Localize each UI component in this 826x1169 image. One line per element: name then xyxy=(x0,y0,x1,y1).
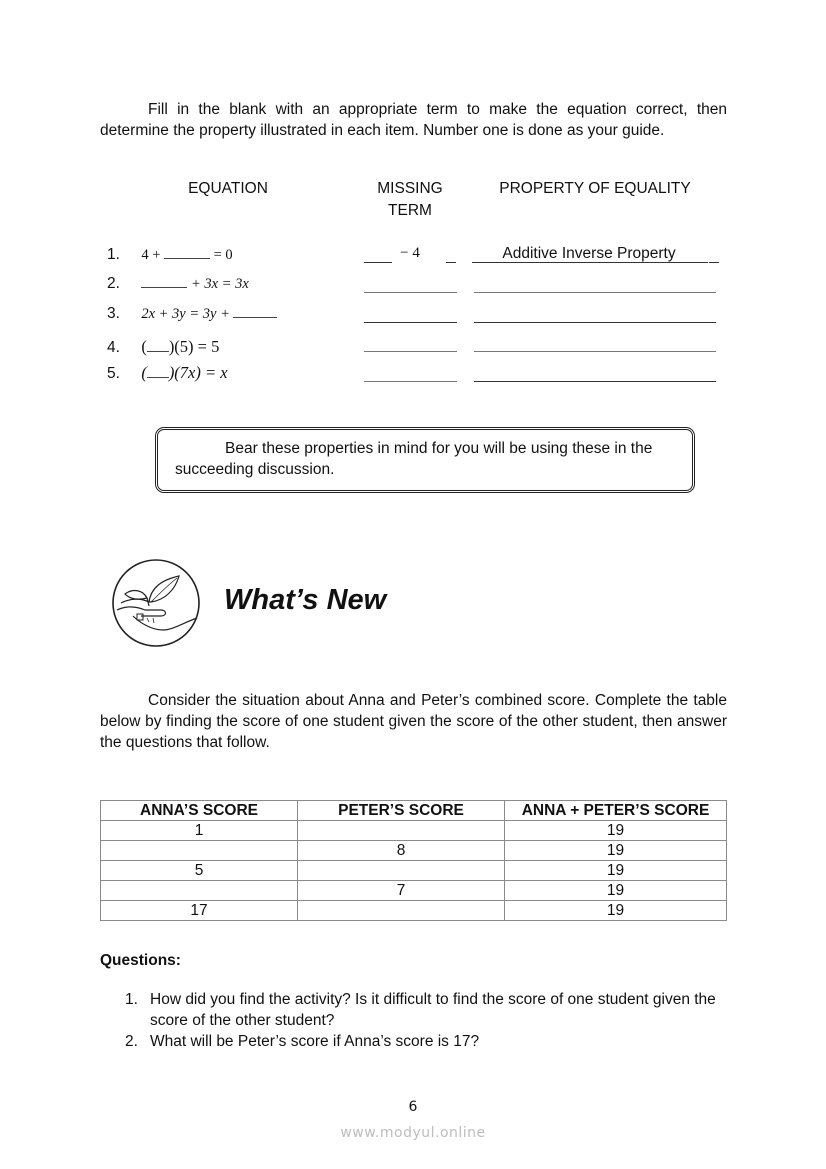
total-score-cell: 19 xyxy=(505,901,727,921)
table-row xyxy=(101,861,727,881)
equation-number: 3. xyxy=(107,305,120,322)
instructions-text: Fill in the blank with an appropriate term to make the equation correct, then determine the property illustrated in each item. Number one is done as your guide. xyxy=(100,101,727,139)
question-number: 2. xyxy=(125,1033,138,1050)
missing-term-line-2[interactable] xyxy=(364,292,457,293)
question-text: How did you find the activity? Is it difficult to find the score of one student given the score of the other student? xyxy=(150,991,716,1029)
questions-heading: Questions: xyxy=(100,952,181,969)
equation-row-1 xyxy=(107,244,233,266)
equation-row-3 xyxy=(107,303,277,325)
property-line-4[interactable] xyxy=(474,351,716,352)
equation-row-5 xyxy=(107,362,228,384)
header-missing-term-line2: TERM xyxy=(388,202,432,219)
property-line-5[interactable] xyxy=(474,381,716,382)
table-row xyxy=(101,841,727,861)
instructions-paragraph xyxy=(100,99,727,141)
header-total-score: ANNA + PETER’S SCORE xyxy=(505,801,727,821)
score-table xyxy=(100,800,727,921)
table-row xyxy=(101,901,727,921)
equation-blank[interactable] xyxy=(141,273,187,288)
questions-list xyxy=(125,989,730,1052)
equation-text: 2x + 3y = 3y + xyxy=(141,306,277,322)
missing-term-line-3[interactable] xyxy=(364,322,457,323)
table-header-row xyxy=(101,801,727,821)
equation-text: 4 + = 0 xyxy=(141,247,232,263)
situation-paragraph xyxy=(100,690,727,753)
hand-holding-seedling-icon xyxy=(111,558,201,648)
missing-term-line-5[interactable] xyxy=(364,381,457,382)
header-property: PROPERTY OF EQUALITY xyxy=(499,180,691,197)
peter-score-cell[interactable] xyxy=(298,901,505,921)
total-score-cell: 19 xyxy=(505,861,727,881)
question-text: What will be Peter’s score if Anna’s score is 17? xyxy=(150,1033,480,1050)
peter-score-cell: 7 xyxy=(298,881,505,901)
header-peter-score: PETER’S SCORE xyxy=(298,801,505,821)
section-title: What’s New xyxy=(224,584,387,616)
header-missing-term-line1: MISSING xyxy=(377,180,443,197)
anna-score-cell[interactable] xyxy=(101,841,298,861)
equation-text: ( )(5) = 5 xyxy=(141,337,220,356)
missing-term-line-1a xyxy=(364,262,392,263)
total-score-cell: 19 xyxy=(505,821,727,841)
equation-number: 2. xyxy=(107,275,120,292)
property-line-2[interactable] xyxy=(474,292,716,293)
peter-score-cell[interactable] xyxy=(298,821,505,841)
equation-text: ( )(7x) = x xyxy=(141,363,228,382)
property-line-1b xyxy=(709,262,719,263)
equation-blank[interactable] xyxy=(147,363,169,378)
equation-number: 5. xyxy=(107,365,120,382)
missing-term-line-4[interactable] xyxy=(364,351,457,352)
header-anna-score: ANNA’S SCORE xyxy=(101,801,298,821)
header-missing-term xyxy=(360,178,460,222)
question-item-2 xyxy=(125,1031,730,1052)
missing-term-line-1b xyxy=(446,262,456,263)
property-line-3[interactable] xyxy=(474,322,716,323)
total-score-cell: 19 xyxy=(505,881,727,901)
equation-row-4 xyxy=(107,336,219,358)
note-text: Bear these properties in mind for you will be using these in the succeeding discussion. xyxy=(175,440,653,478)
equation-blank[interactable] xyxy=(147,337,169,352)
page-number: 6 xyxy=(408,1099,418,1115)
table-row xyxy=(101,881,727,901)
note-box xyxy=(155,427,695,493)
equation-text: + 3x = 3x xyxy=(141,276,248,292)
total-score-cell: 19 xyxy=(505,841,727,861)
missing-term-answer-1: − 4 xyxy=(400,245,420,261)
anna-score-cell[interactable] xyxy=(101,881,298,901)
question-item-1 xyxy=(125,989,730,1031)
watermark: www.modyul.online xyxy=(340,1125,486,1141)
header-equation: EQUATION xyxy=(188,180,268,197)
anna-score-cell: 17 xyxy=(101,901,298,921)
property-answer-1: Additive Inverse Property xyxy=(502,245,676,262)
property-line-1 xyxy=(472,262,708,263)
equation-blank[interactable] xyxy=(164,244,210,259)
peter-score-cell: 8 xyxy=(298,841,505,861)
anna-score-cell: 1 xyxy=(101,821,298,841)
table-row xyxy=(101,821,727,841)
situation-text: Consider the situation about Anna and Peter’s combined score. Complete the table below by finding the score of one student given the score of the other student, then answer the questions that follow. xyxy=(100,692,727,751)
equation-blank[interactable] xyxy=(233,303,277,318)
equation-row-2 xyxy=(107,273,249,295)
equation-number: 1. xyxy=(107,246,120,263)
peter-score-cell[interactable] xyxy=(298,861,505,881)
equation-number: 4. xyxy=(107,339,120,356)
anna-score-cell: 5 xyxy=(101,861,298,881)
question-number: 1. xyxy=(125,991,138,1008)
